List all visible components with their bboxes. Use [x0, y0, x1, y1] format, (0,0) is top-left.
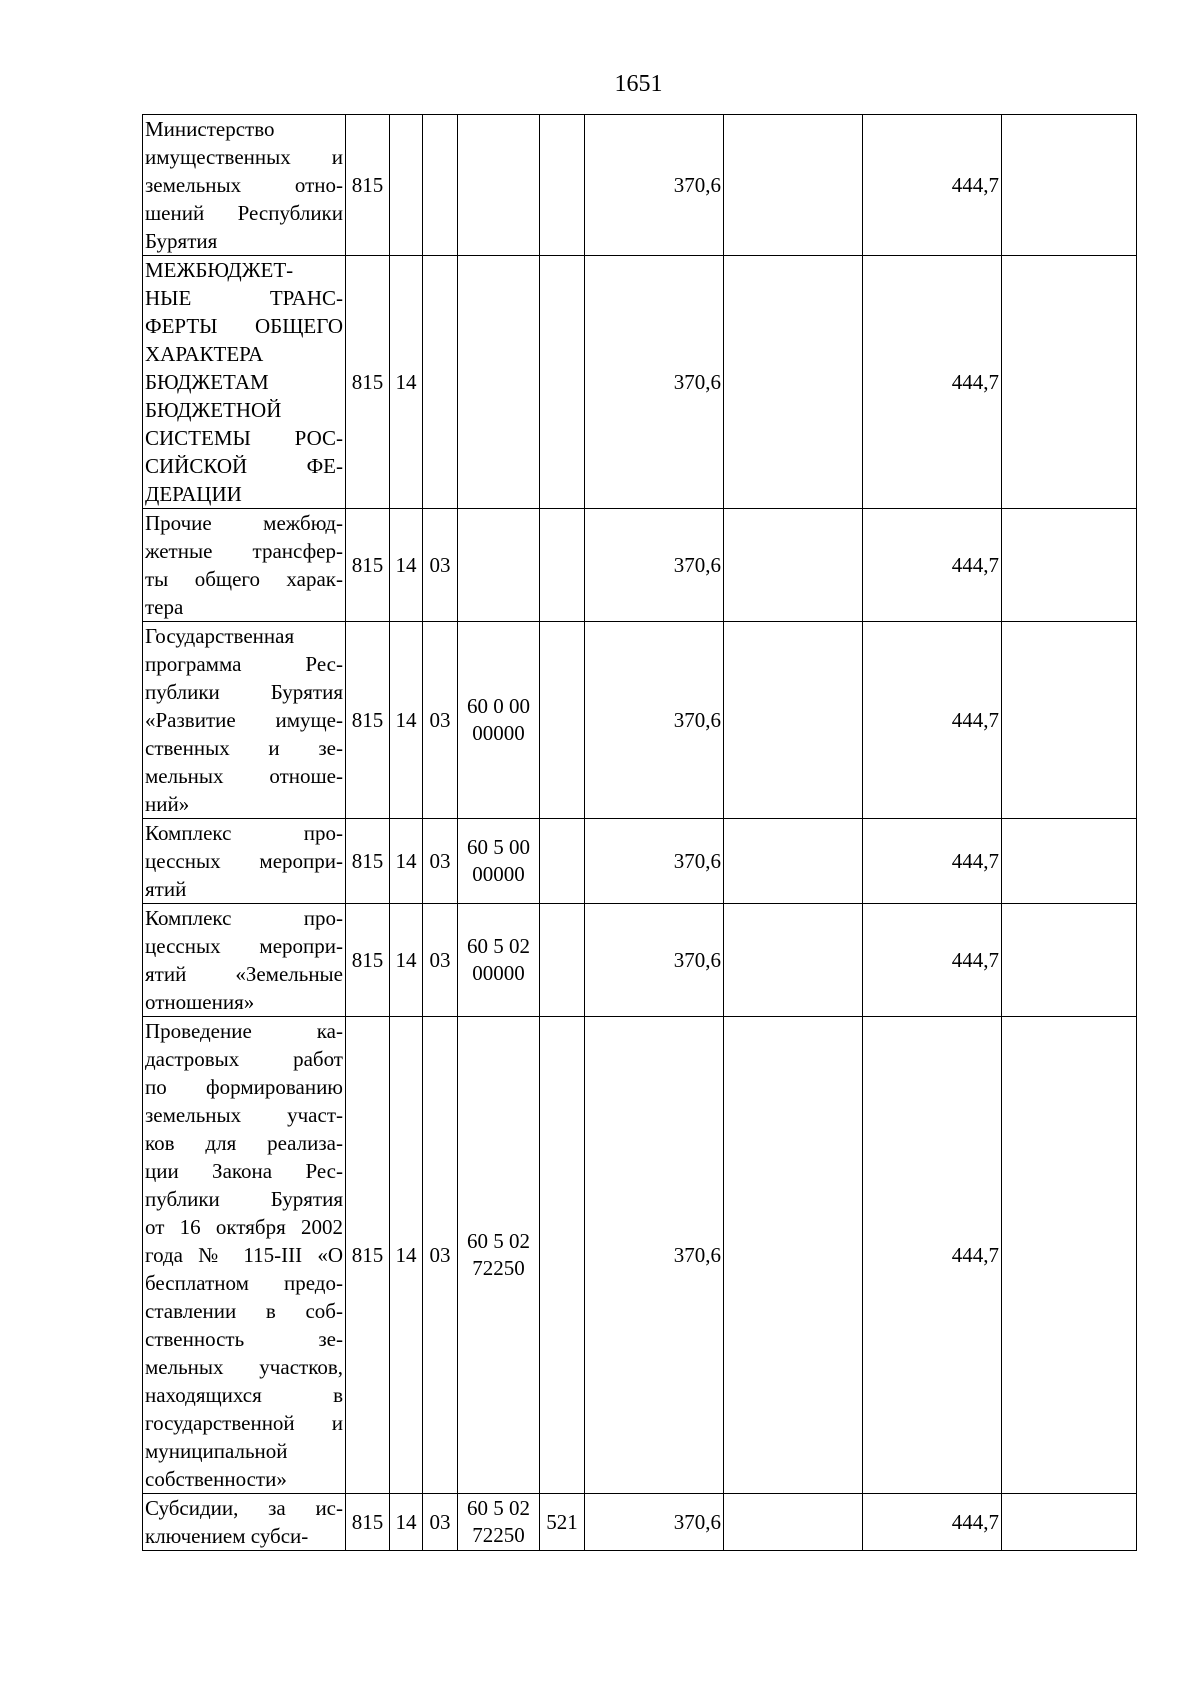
target-article-cell	[458, 509, 540, 622]
empty-cell	[1002, 256, 1137, 509]
row-name-line: находящихся в	[145, 1383, 343, 1407]
ministry-code-cell: 815	[346, 1017, 390, 1494]
empty-cell	[1002, 509, 1137, 622]
section-code-cell	[390, 115, 423, 256]
row-name-line: бесплатном предо-	[145, 1271, 343, 1295]
row-name-line: БЮДЖЕТАМ	[145, 370, 269, 394]
row-name-line: ХАРАКТЕРА	[145, 342, 264, 366]
row-name-line: ции Закона Рес-	[145, 1159, 343, 1183]
section-code-cell: 14	[390, 1017, 423, 1494]
amount-year1-cell: 370,6	[585, 904, 724, 1017]
budget-table	[142, 114, 1137, 1551]
subsection-code-cell: 03	[423, 509, 458, 622]
section-code-cell: 14	[390, 256, 423, 509]
subsection-code-cell: 03	[423, 1494, 458, 1551]
empty-cell	[724, 509, 863, 622]
amount-year2-cell: 444,7	[863, 622, 1002, 819]
amount-year2-cell: 444,7	[863, 819, 1002, 904]
row-name-line: собственности»	[145, 1467, 287, 1491]
target-article-line: 60 5 02	[467, 934, 530, 958]
row-name-line: Государственная	[145, 624, 295, 648]
table-row	[143, 509, 1137, 622]
row-name-line: цессных меропри-	[145, 849, 343, 873]
row-name-line: «Развитие имуще-	[145, 708, 343, 732]
row-name-cell	[143, 1494, 346, 1551]
row-name-line: земельных участ-	[145, 1103, 343, 1127]
row-name-line: ятий	[145, 877, 187, 901]
empty-cell	[724, 1017, 863, 1494]
row-name-line: Прочие межбюд-	[145, 511, 343, 535]
row-name-line: ний»	[145, 792, 190, 816]
section-code-cell: 14	[390, 509, 423, 622]
row-name-line: СИСТЕМЫ РОС-	[145, 426, 343, 450]
amount-year2-cell: 444,7	[863, 1017, 1002, 1494]
row-name-line: по формированию	[145, 1075, 343, 1099]
expense-type-cell	[540, 509, 585, 622]
subsection-code-cell	[423, 115, 458, 256]
row-name-line: МЕЖБЮДЖЕТ-	[145, 258, 294, 282]
target-article-cell	[458, 115, 540, 256]
row-name-line: БЮДЖЕТНОЙ	[145, 398, 282, 422]
row-name-line: ственных и зе-	[145, 736, 343, 760]
amount-year1-cell: 370,6	[585, 622, 724, 819]
row-name-line: НЫЕ ТРАНС-	[145, 286, 343, 310]
expense-type-cell	[540, 1017, 585, 1494]
row-name-line: Проведение ка-	[145, 1019, 343, 1043]
ministry-code-cell: 815	[346, 622, 390, 819]
amount-year1-cell: 370,6	[585, 1494, 724, 1551]
empty-cell	[1002, 1017, 1137, 1494]
empty-cell	[1002, 819, 1137, 904]
row-name-line: мельных участков,	[145, 1355, 343, 1379]
expense-type-cell	[540, 622, 585, 819]
row-name-line: Комплекс про-	[145, 821, 343, 845]
section-code-cell: 14	[390, 622, 423, 819]
row-name-line: от 16 октября 2002	[145, 1215, 343, 1239]
subsection-code-cell: 03	[423, 1017, 458, 1494]
empty-cell	[724, 819, 863, 904]
target-article-cell	[458, 1017, 540, 1494]
expense-type-cell	[540, 819, 585, 904]
row-name-cell	[143, 509, 346, 622]
empty-cell	[1002, 904, 1137, 1017]
table-row	[143, 1017, 1137, 1494]
ministry-code-cell: 815	[346, 256, 390, 509]
row-name-line: публики Бурятия	[145, 1187, 343, 1211]
row-name-line: цессных меропри-	[145, 934, 343, 958]
amount-year1-cell: 370,6	[585, 819, 724, 904]
row-name-line: Бурятия	[145, 229, 218, 253]
amount-year2-cell: 444,7	[863, 509, 1002, 622]
ministry-code-cell: 815	[346, 115, 390, 256]
amount-year1-cell: 370,6	[585, 256, 724, 509]
row-name-line: ственность зе-	[145, 1327, 343, 1351]
target-article-cell	[458, 622, 540, 819]
target-article-line: 60 5 00	[467, 835, 530, 859]
row-name-line: программа Рес-	[145, 652, 343, 676]
expense-type-cell	[540, 904, 585, 1017]
row-name-line: мельных отноше-	[145, 764, 343, 788]
empty-cell	[724, 904, 863, 1017]
target-article-line: 60 5 02	[467, 1496, 530, 1520]
target-article-cell	[458, 819, 540, 904]
row-name-line: дастровых работ	[145, 1047, 343, 1071]
ministry-code-cell: 815	[346, 819, 390, 904]
row-name-cell	[143, 622, 346, 819]
empty-cell	[724, 1494, 863, 1551]
row-name-cell	[143, 1017, 346, 1494]
row-name-line: Субсидии, за ис-	[145, 1496, 343, 1520]
page-number: 1651	[614, 71, 663, 97]
row-name-line: ков для реализа-	[145, 1131, 343, 1155]
row-name-cell	[143, 819, 346, 904]
row-name-line: публики Бурятия	[145, 680, 343, 704]
row-name-line: Министерство	[145, 117, 275, 141]
section-code-cell: 14	[390, 819, 423, 904]
row-name-line: тера	[145, 595, 184, 619]
table-row	[143, 115, 1137, 256]
row-name-line: года № 115-III «О	[145, 1243, 343, 1267]
subsection-code-cell: 03	[423, 622, 458, 819]
amount-year1-cell: 370,6	[585, 509, 724, 622]
table-body	[143, 115, 1137, 1551]
amount-year2-cell: 444,7	[863, 904, 1002, 1017]
empty-cell	[1002, 622, 1137, 819]
target-article-line: 00000	[472, 862, 525, 886]
amount-year2-cell: 444,7	[863, 115, 1002, 256]
empty-cell	[1002, 115, 1137, 256]
target-article-line: 60 5 02	[467, 1229, 530, 1253]
empty-cell	[1002, 1494, 1137, 1551]
subsection-code-cell	[423, 256, 458, 509]
amount-year2-cell: 444,7	[863, 256, 1002, 509]
row-name-cell	[143, 115, 346, 256]
table-row	[143, 1494, 1137, 1551]
row-name-line: имущественных и	[145, 145, 343, 169]
row-name-line: ключением субси-	[145, 1524, 309, 1548]
row-name-line: Комплекс про-	[145, 906, 343, 930]
target-article-line: 00000	[472, 721, 525, 745]
row-name-line: отношения»	[145, 990, 255, 1014]
expense-type-cell	[540, 115, 585, 256]
target-article-line: 72250	[472, 1256, 525, 1280]
target-article-cell	[458, 256, 540, 509]
target-article-line: 72250	[472, 1523, 525, 1547]
row-name-cell	[143, 904, 346, 1017]
target-article-cell	[458, 904, 540, 1017]
ministry-code-cell: 815	[346, 1494, 390, 1551]
row-name-line: ДЕРАЦИИ	[145, 482, 242, 506]
row-name-cell	[143, 256, 346, 509]
subsection-code-cell: 03	[423, 819, 458, 904]
target-article-line: 60 0 00	[467, 694, 530, 718]
amount-year1-cell: 370,6	[585, 115, 724, 256]
subsection-code-cell: 03	[423, 904, 458, 1017]
row-name-line: ФЕРТЫ ОБЩЕГО	[145, 314, 343, 338]
row-name-line: ятий «Земельные	[145, 962, 343, 986]
row-name-line: муниципальной	[145, 1439, 288, 1463]
table-row	[143, 256, 1137, 509]
expense-type-cell	[540, 256, 585, 509]
table-row	[143, 819, 1137, 904]
table-row	[143, 622, 1137, 819]
section-code-cell: 14	[390, 904, 423, 1017]
row-name-line: жетные трансфер-	[145, 539, 343, 563]
ministry-code-cell: 815	[346, 904, 390, 1017]
empty-cell	[724, 256, 863, 509]
row-name-line: государственной и	[145, 1411, 343, 1435]
row-name-line: ставлении в соб-	[145, 1299, 343, 1323]
target-article-line: 00000	[472, 961, 525, 985]
amount-year1-cell: 370,6	[585, 1017, 724, 1494]
empty-cell	[724, 622, 863, 819]
row-name-line: ты общего харак-	[145, 567, 343, 591]
row-name-line: СИЙСКОЙ ФЕ-	[145, 454, 343, 478]
section-code-cell: 14	[390, 1494, 423, 1551]
target-article-cell	[458, 1494, 540, 1551]
expense-type-cell: 521	[540, 1494, 585, 1551]
table-row	[143, 904, 1137, 1017]
empty-cell	[724, 115, 863, 256]
ministry-code-cell: 815	[346, 509, 390, 622]
row-name-line: земельных отно-	[145, 173, 343, 197]
amount-year2-cell: 444,7	[863, 1494, 1002, 1551]
row-name-line: шений Республики	[145, 201, 343, 225]
